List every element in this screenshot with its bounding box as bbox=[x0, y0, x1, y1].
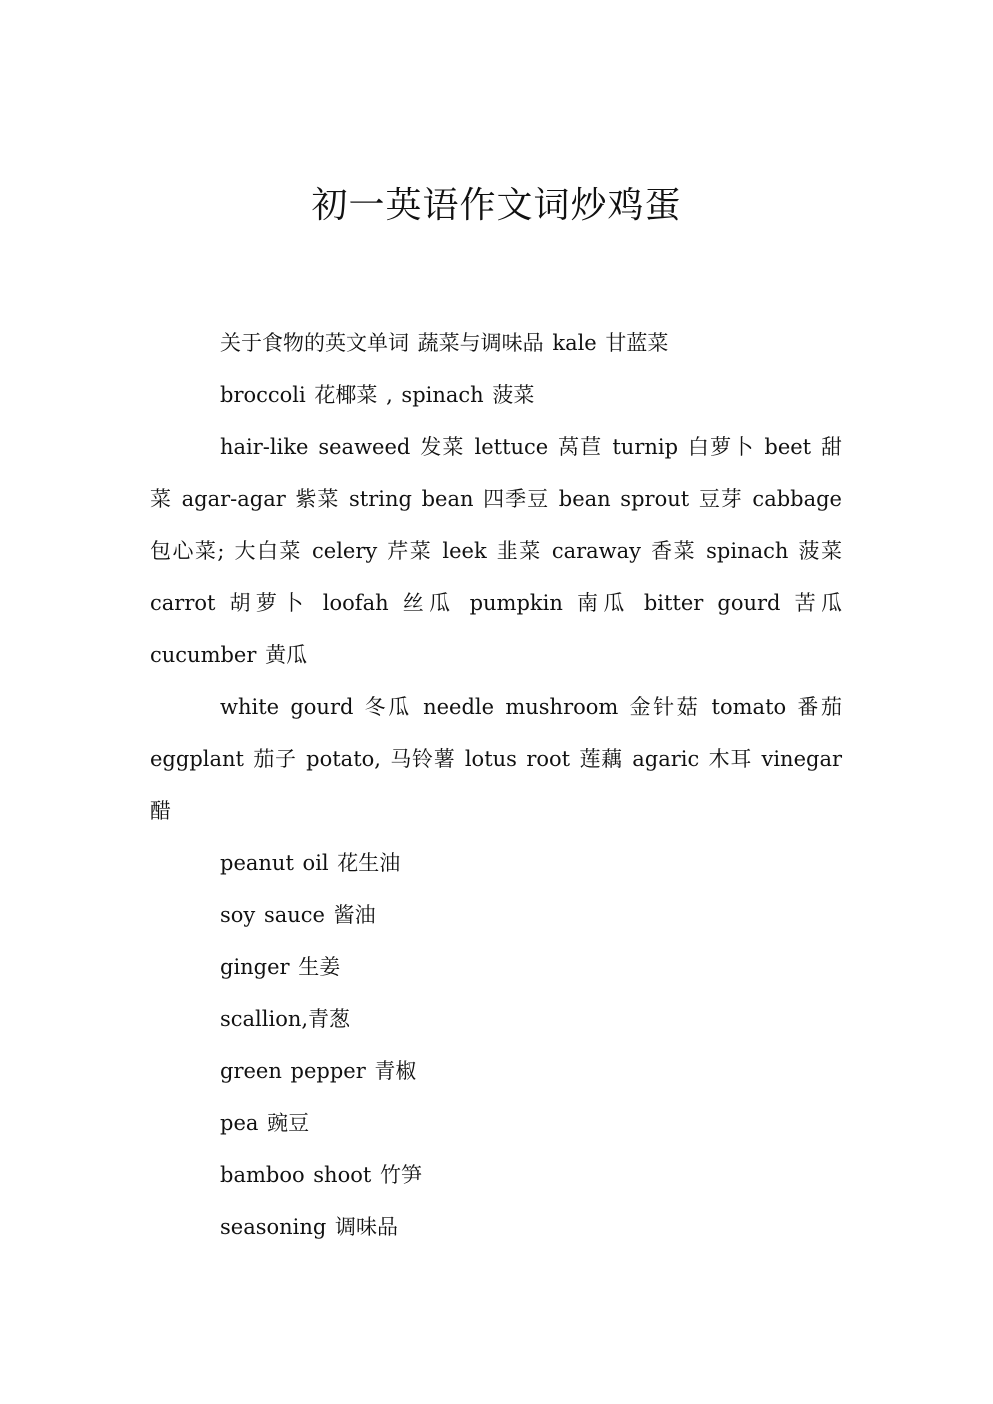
paragraph-vegetables-2: white gourd 冬瓜 needle mushroom 金针菇 tomato 番茄 eggplant 茄子 potato, 马铃薯 lotus root 莲藕 agaric 木耳 vinegar 醋 bbox=[150, 695, 842, 823]
paragraph-scallion: scallion,青葱 bbox=[220, 1007, 351, 1031]
paragraph-soy-sauce: soy sauce 酱油 bbox=[220, 903, 376, 927]
paragraph-intro: 关于食物的英文单词 蔬菜与调味品 kale 甘蓝菜 bbox=[220, 331, 669, 355]
paragraph-green-pepper: green pepper 青椒 bbox=[220, 1059, 417, 1083]
paragraph-pea: pea 豌豆 bbox=[220, 1111, 310, 1135]
document-body bbox=[150, 317, 842, 1253]
document-title: 初一英语作文词炒鸡蛋 bbox=[311, 185, 682, 226]
paragraph-bamboo-shoot: bamboo shoot 竹笋 bbox=[220, 1163, 422, 1187]
paragraph-vegetables-1: hair-like seaweed 发菜 lettuce 莴苣 turnip 白萝卜 beet 甜菜 agar-agar 紫菜 string bean 四季豆 bean sprout 豆芽 cabbage 包心菜; 大白菜 celery 芹菜 leek 韭菜 caraway 香菜 spinach 菠菜 carrot 胡萝卜 loofah 丝瓜 pumpkin 南瓜 bitter gourd 苦瓜 cucumber 黄瓜 bbox=[150, 435, 842, 667]
paragraph-seasoning: seasoning 调味品 bbox=[220, 1215, 399, 1239]
paragraph-peanut-oil: peanut oil 花生油 bbox=[220, 851, 401, 875]
paragraph-broccoli: broccoli 花椰菜 , spinach 菠菜 bbox=[220, 383, 535, 407]
paragraph-ginger: ginger 生姜 bbox=[220, 955, 341, 979]
